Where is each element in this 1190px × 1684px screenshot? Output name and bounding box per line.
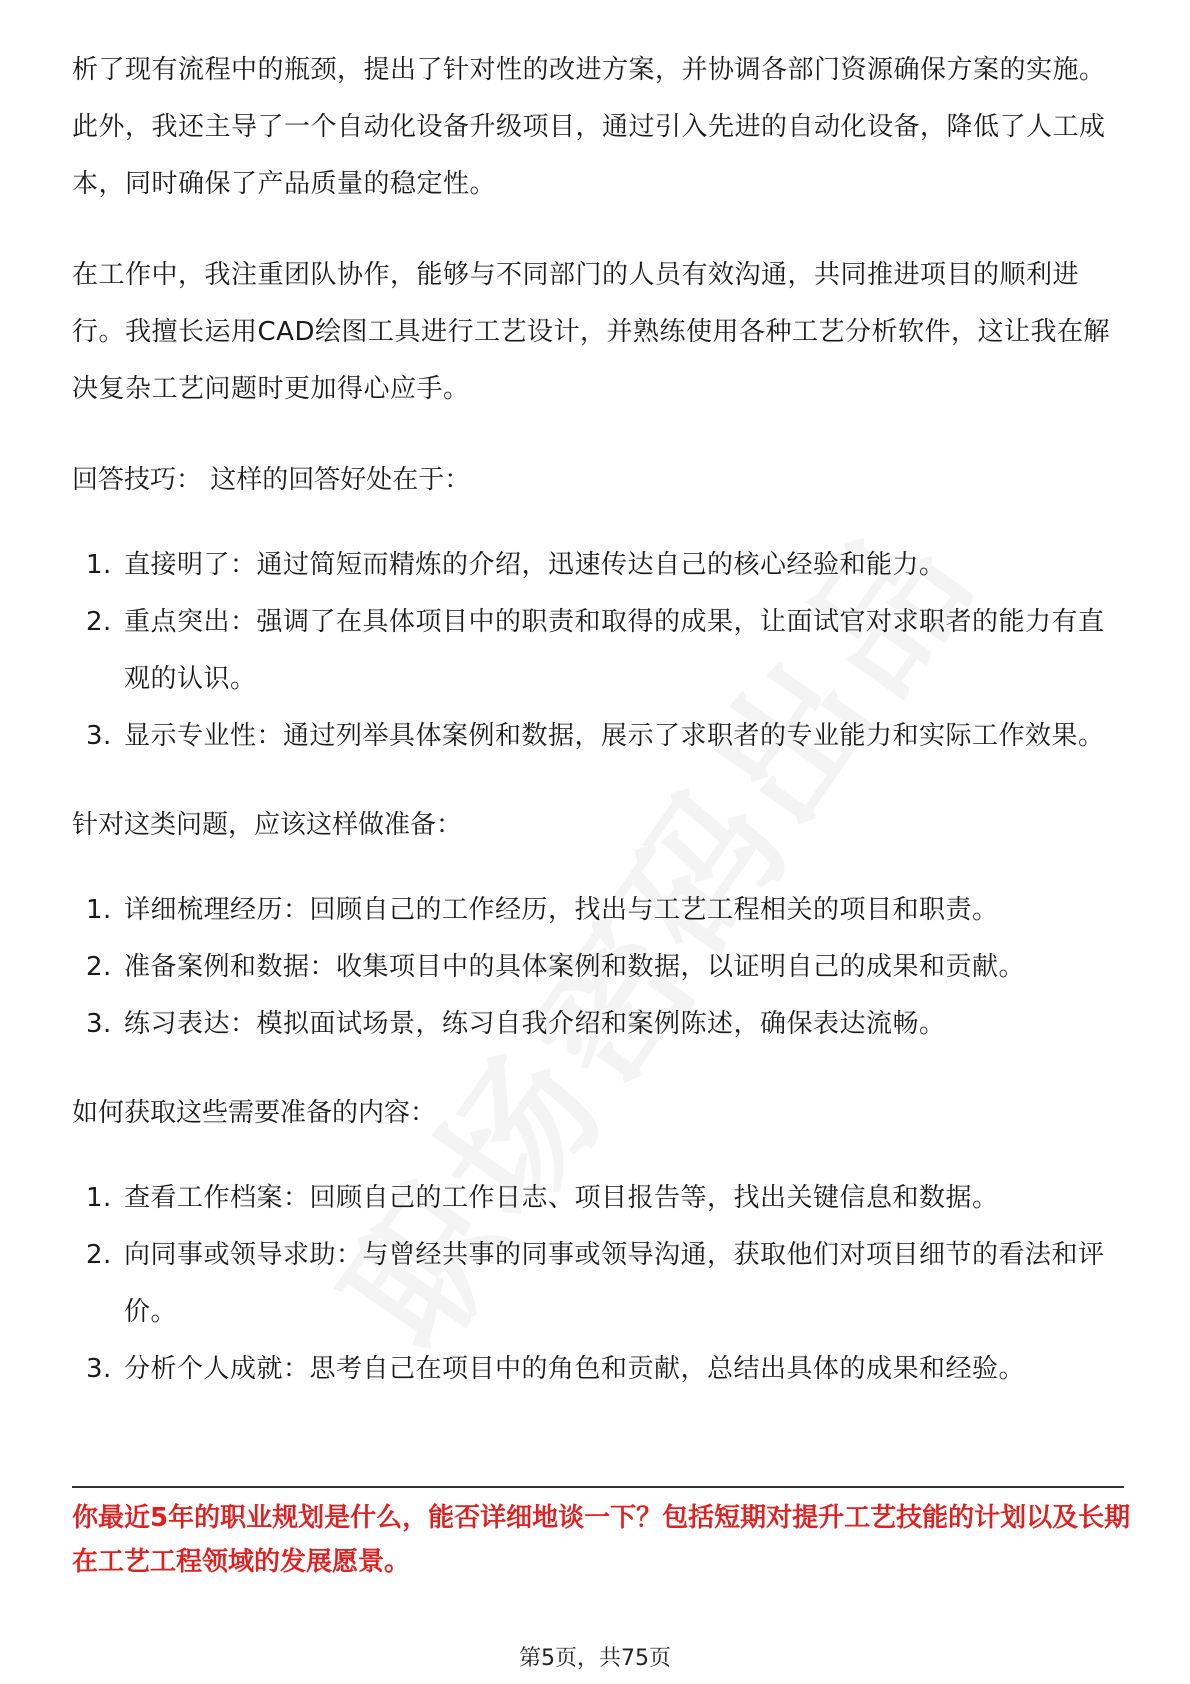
list-number: 2. (86, 607, 112, 637)
list-item-text: 重点突出：强调了在具体项目中的职责和取得的成果，让面试官对求职者的能力有直观的认识。 (124, 607, 1105, 694)
list-number: 2. (86, 952, 112, 982)
list-number: 3. (86, 1354, 112, 1384)
list-item-text: 详细梳理经历：回顾自己的工作经历，找出与工艺工程相关的项目和职责。 (124, 895, 999, 925)
list-item-text: 查看工作档案：回顾自己的工作日志、项目报告等，找出关键信息和数据。 (124, 1183, 999, 1213)
list-item (72, 1170, 1122, 1227)
section-intro: 针对这类问题，应该这样做准备： (72, 810, 463, 840)
list-number: 3. (86, 721, 112, 751)
list-item-text: 直接明了：通过简短而精炼的介绍，迅速传达自己的核心经验和能力。 (124, 550, 946, 580)
list-item (72, 882, 1122, 939)
list-item-text: 准备案例和数据：收集项目中的具体案例和数据，以证明自己的成果和贡献。 (124, 952, 1026, 982)
document-body (72, 42, 1122, 1430)
list-number: 2. (86, 1240, 112, 1270)
list-number: 1. (86, 550, 112, 580)
divider (72, 1486, 1124, 1488)
list-number: 1. (86, 1183, 112, 1213)
list-item (72, 537, 1122, 594)
list-item-text: 向同事或领导求助：与曾经共事的同事或领导沟通，获取他们对项目细节的看法和评价。 (124, 1240, 1105, 1327)
paragraph: 析了现有流程中的瓶颈，提出了针对性的改进方案，并协调各部门资源确保方案的实施。此外，我还主导了一个自动化设备升级项目，通过引入先进的自动化设备，降低了人工成本，同时确保了产品质量的稳定性。 (72, 55, 1106, 199)
next-question-heading: 你最近5年的职业规划是什么，能否详细地谈一下？包括短期对提升工艺技能的计划以及长期在工艺工程领域的发展愿景。 (72, 1503, 1131, 1577)
list-item (72, 708, 1122, 765)
list-item (72, 1341, 1122, 1398)
list-item-text: 显示专业性：通过列举具体案例和数据，展示了求职者的专业能力和实际工作效果。 (124, 721, 1105, 751)
list-item (72, 1227, 1122, 1341)
list-item-text: 练习表达：模拟面试场景，练习自我介绍和案例陈述，确保表达流畅。 (124, 1009, 946, 1039)
list-item (72, 939, 1122, 996)
list-item (72, 594, 1122, 708)
paragraph: 在工作中，我注重团队协作，能够与不同部门的人员有效沟通，共同推进项目的顺利进行。我擅长运用CAD绘图工具进行工艺设计，并熟练使用各种工艺分析软件，这让我在解决复杂工艺问题时更加得心应手。 (72, 260, 1110, 404)
section-intro: 回答技巧： 这样的回答好处在于： (72, 465, 471, 495)
list-number: 1. (86, 895, 112, 925)
list-item-text: 分析个人成就：思考自己在项目中的角色和贡献，总结出具体的成果和经验。 (124, 1354, 1026, 1384)
numbered-list (72, 537, 1122, 765)
list-number: 3. (86, 1009, 112, 1039)
numbered-list (72, 1170, 1122, 1398)
numbered-list (72, 882, 1122, 1053)
section-intro: 如何获取这些需要准备的内容： (72, 1098, 437, 1128)
page-number: 第5页，共75页 (519, 1646, 671, 1671)
list-item (72, 996, 1122, 1053)
